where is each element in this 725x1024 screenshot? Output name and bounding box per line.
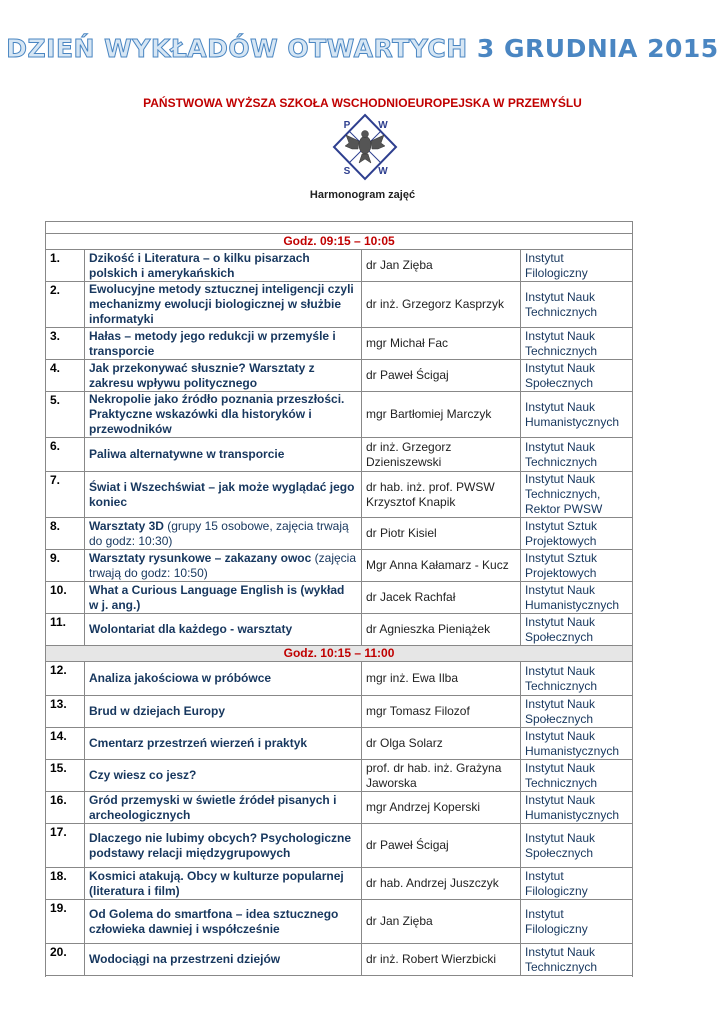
lecture-topic bbox=[85, 328, 362, 360]
table-row bbox=[46, 472, 633, 518]
topic-title: Warsztaty rysunkowe – zakazany owoc bbox=[89, 550, 312, 565]
lecturer: dr Agnieszka Pieniążek bbox=[362, 614, 521, 646]
table-row bbox=[46, 728, 633, 760]
institute: Instytut Nauk Technicznych, Rektor PWSW bbox=[521, 472, 633, 518]
topic-title: Jak przekonywać słusznie? Warsztaty z zakresu wpływu politycznego bbox=[89, 360, 315, 390]
schedule-body bbox=[46, 234, 633, 976]
topic-title: Dlaczego nie lubimy obcych? Psychologiczne podstawy relacji międzygrupowych bbox=[89, 830, 352, 860]
lecturer: dr Paweł Ścigaj bbox=[362, 360, 521, 392]
institute: Instytut Sztuk Projektowych bbox=[521, 518, 633, 550]
table-row bbox=[46, 582, 633, 614]
institute: Instytut Nauk Technicznych bbox=[521, 944, 633, 976]
institute: Instytut Nauk Humanistycznych bbox=[521, 792, 633, 824]
lecturer: Mgr Anna Kałamarz - Kucz bbox=[362, 550, 521, 582]
topic-title: Kosmici atakują. Obcy w kulturze popularnej (literatura i film) bbox=[89, 868, 344, 898]
lecture-topic bbox=[85, 760, 362, 792]
row-number: 17. bbox=[46, 824, 85, 868]
lecturer: dr Piotr Kisiel bbox=[362, 518, 521, 550]
lecture-topic bbox=[85, 360, 362, 392]
row-number: 2. bbox=[46, 282, 85, 328]
row-number: 6. bbox=[46, 438, 85, 472]
lecture-topic bbox=[85, 392, 362, 438]
logo-letter-p: P bbox=[343, 120, 351, 131]
lecture-topic bbox=[85, 944, 362, 976]
logo-letter-s: S bbox=[343, 166, 351, 177]
topic-title: Gród przemyski w świetle źródeł pisanych i archeologicznych bbox=[89, 792, 337, 822]
table-row bbox=[46, 868, 633, 900]
row-number: 16. bbox=[46, 792, 85, 824]
lecture-topic bbox=[85, 900, 362, 944]
table-row bbox=[46, 696, 633, 728]
lecturer: dr inż. Grzegorz Kasprzyk bbox=[362, 282, 521, 328]
lecture-topic bbox=[85, 438, 362, 472]
lecture-topic bbox=[85, 696, 362, 728]
pwsw-logo-icon bbox=[332, 113, 398, 181]
title-main: DZIEŃ WYKŁADÓW OTWARTYCH bbox=[6, 34, 468, 63]
topic-title: Ewolucyjne metody sztucznej inteligencji czyli mechanizmy ewolucji biologicznej w służbie informatyki bbox=[89, 282, 354, 326]
lecture-topic bbox=[85, 868, 362, 900]
lecturer: dr hab. inż. prof. PWSW Krzysztof Knapik bbox=[362, 472, 521, 518]
row-number: 13. bbox=[46, 696, 85, 728]
lecturer: mgr inż. Ewa Ilba bbox=[362, 662, 521, 696]
table-row bbox=[46, 760, 633, 792]
topic-title: What a Curious Language English is (wykład w j. ang.) bbox=[89, 582, 345, 612]
session-header bbox=[46, 646, 633, 662]
lecture-topic bbox=[85, 582, 362, 614]
row-number: 11. bbox=[46, 614, 85, 646]
row-number: 7. bbox=[46, 472, 85, 518]
table-row bbox=[46, 360, 633, 392]
page-title bbox=[0, 34, 725, 63]
lecturer: dr inż. Robert Wierzbicki bbox=[362, 944, 521, 976]
topic-title: Wolontariat dla każdego - warsztaty bbox=[89, 622, 293, 636]
table-row bbox=[46, 662, 633, 696]
institute: Instytut Nauk Technicznych bbox=[521, 438, 633, 472]
table-row bbox=[46, 250, 633, 282]
institute: Instytut Sztuk Projektowych bbox=[521, 550, 633, 582]
row-number: 18. bbox=[46, 868, 85, 900]
row-number: 3. bbox=[46, 328, 85, 360]
lecture-topic bbox=[85, 550, 362, 582]
schedule-table bbox=[45, 233, 633, 976]
table-row bbox=[46, 282, 633, 328]
row-number: 20. bbox=[46, 944, 85, 976]
logo-letter-w1: W bbox=[378, 120, 388, 131]
institute: Instytut Nauk Humanistycznych bbox=[521, 728, 633, 760]
topic-title: Paliwa alternatywne w transporcie bbox=[89, 447, 285, 461]
institute: Instytut Nauk Technicznych bbox=[521, 282, 633, 328]
topic-title: Hałas – metody jego redukcji w przemyśle i transporcie bbox=[89, 328, 336, 358]
lecturer: dr Jan Zięba bbox=[362, 250, 521, 282]
row-number: 19. bbox=[46, 900, 85, 944]
topic-note: (zajęcia trwają do godz: 10:50) bbox=[89, 550, 357, 580]
table-row bbox=[46, 550, 633, 582]
institute: Instytut Nauk Technicznych bbox=[521, 328, 633, 360]
table-row bbox=[46, 614, 633, 646]
table-row bbox=[46, 328, 633, 360]
topic-title: Warsztaty 3D bbox=[89, 518, 164, 533]
lecturer: dr Jacek Rachfał bbox=[362, 582, 521, 614]
topic-title: Brud w dziejach Europy bbox=[89, 704, 226, 718]
lecture-topic bbox=[85, 824, 362, 868]
lecture-topic bbox=[85, 728, 362, 760]
lecture-topic bbox=[85, 614, 362, 646]
row-number: 1. bbox=[46, 250, 85, 282]
lecturer: mgr Bartłomiej Marczyk bbox=[362, 392, 521, 438]
institute: Instytut Nauk Społecznych bbox=[521, 614, 633, 646]
table-row bbox=[46, 824, 633, 868]
lecture-topic bbox=[85, 662, 362, 696]
lecturer: mgr Michał Fac bbox=[362, 328, 521, 360]
topic-title: Dzikość i Literatura – o kilku pisarzach polskich i amerykańskich bbox=[89, 250, 310, 280]
session-time: Godz. 10:15 – 11:00 bbox=[46, 646, 633, 662]
session-header bbox=[46, 234, 633, 250]
lecturer: dr Olga Solarz bbox=[362, 728, 521, 760]
row-number: 15. bbox=[46, 760, 85, 792]
topic-title: Nekropolie jako źródło poznania przeszłości. Praktyczne wskazówki dla historyków i przewodników bbox=[89, 392, 345, 436]
institute: Instytut Nauk Społecznych bbox=[521, 824, 633, 868]
lecture-topic bbox=[85, 518, 362, 550]
schedule-heading: Harmonogram zajęć bbox=[309, 189, 416, 201]
institute: Instytut Filologiczny bbox=[521, 900, 633, 944]
session-time: Godz. 09:15 – 10:05 bbox=[46, 234, 633, 250]
row-number: 8. bbox=[46, 518, 85, 550]
lecturer: mgr Andrzej Koperski bbox=[362, 792, 521, 824]
lecture-topic bbox=[85, 792, 362, 824]
title-date: 3 GRUDNIA 2015 bbox=[476, 34, 719, 63]
logo-letter-w2: W bbox=[378, 166, 388, 177]
institute: Instytut Filologiczny bbox=[521, 250, 633, 282]
lecturer: dr Jan Zięba bbox=[362, 900, 521, 944]
topic-title: Od Golema do smartfona – idea sztucznego człowieka dawniej i współcześnie bbox=[89, 906, 339, 936]
lecture-topic bbox=[85, 282, 362, 328]
row-number: 14. bbox=[46, 728, 85, 760]
topic-title: Wodociągi na przestrzeni dziejów bbox=[89, 952, 281, 966]
row-number: 12. bbox=[46, 662, 85, 696]
topic-title: Czy wiesz co jesz? bbox=[89, 768, 197, 782]
lecturer: mgr Tomasz Filozof bbox=[362, 696, 521, 728]
institute: Instytut Nauk Społecznych bbox=[521, 360, 633, 392]
topic-title: Świat i Wszechświat – jak może wyglądać jego koniec bbox=[89, 479, 355, 509]
institute: Instytut Nauk Humanistycznych bbox=[521, 582, 633, 614]
row-number: 4. bbox=[46, 360, 85, 392]
row-number: 10. bbox=[46, 582, 85, 614]
table-row bbox=[46, 944, 633, 976]
institute: Instytut Nauk Technicznych bbox=[521, 760, 633, 792]
row-number: 5. bbox=[46, 392, 85, 438]
topic-note: (grupy 15 osobowe, zajęcia trwają do godz: 10:30) bbox=[89, 518, 349, 548]
institute: Instytut Nauk Technicznych bbox=[521, 662, 633, 696]
table-row bbox=[46, 900, 633, 944]
topic-title: Cmentarz przestrzeń wierzeń i praktyk bbox=[89, 736, 308, 750]
table-row bbox=[46, 392, 633, 438]
table-row bbox=[46, 792, 633, 824]
lecture-topic bbox=[85, 250, 362, 282]
row-number: 9. bbox=[46, 550, 85, 582]
institute: Instytut Filologiczny bbox=[521, 868, 633, 900]
lecturer: dr hab. Andrzej Juszczyk bbox=[362, 868, 521, 900]
institute: Instytut Nauk Społecznych bbox=[521, 696, 633, 728]
lecture-topic bbox=[85, 472, 362, 518]
topic-title: Analiza jakościowa w próbówce bbox=[89, 671, 272, 685]
institute: Instytut Nauk Humanistycznych bbox=[521, 392, 633, 438]
lecturer: dr inż. Grzegorz Dzieniszewski bbox=[362, 438, 521, 472]
lecturer: prof. dr hab. inż. Grażyna Jaworska bbox=[362, 760, 521, 792]
lecturer: dr Paweł Ścigaj bbox=[362, 824, 521, 868]
table-row bbox=[46, 518, 633, 550]
school-name: PAŃSTWOWA WYŻSZA SZKOŁA WSCHODNIOEUROPEJSKA W PRZEMYŚLU bbox=[143, 96, 582, 110]
table-row bbox=[46, 438, 633, 472]
